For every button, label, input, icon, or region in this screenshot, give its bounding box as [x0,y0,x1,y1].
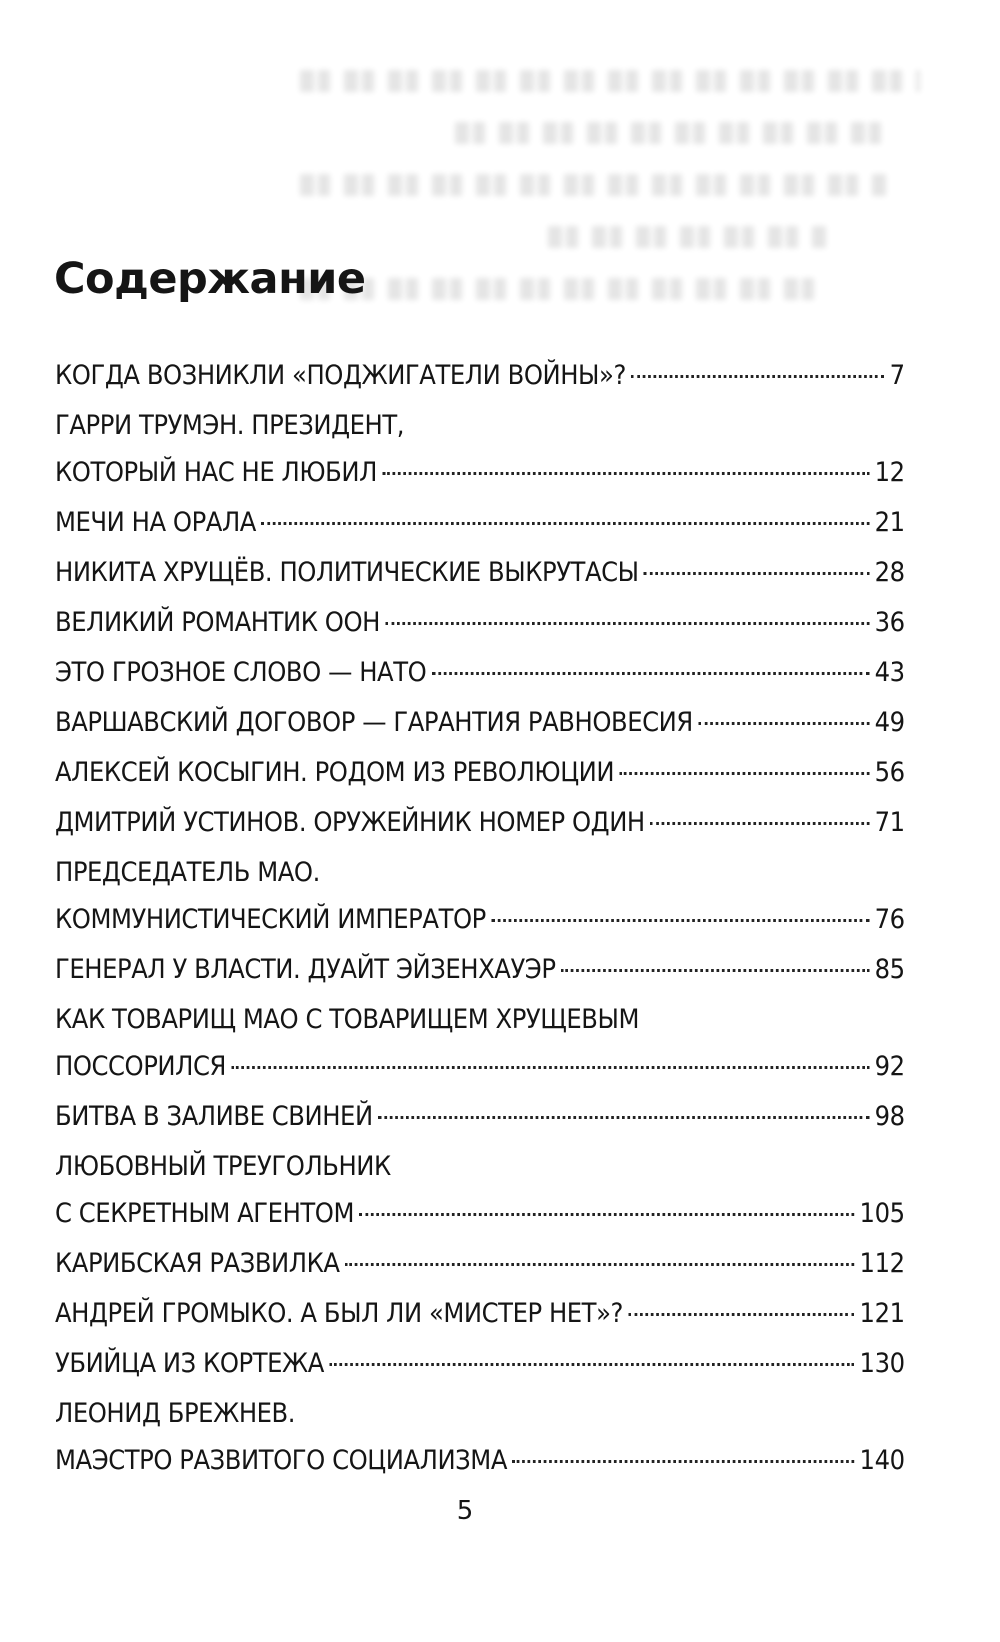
toc-entry [55,507,905,539]
toc-line [55,1198,905,1230]
toc-line [55,757,905,789]
toc-entry-title: УБИЙЦА ИЗ КОРТЕЖА [55,1348,324,1379]
toc-entry [55,1004,905,1083]
toc-page-number: 121 [859,1298,905,1329]
toc-line [55,857,905,889]
toc-entry [55,1101,905,1133]
toc-line [55,904,905,936]
toc-entry-title: ПОССОРИЛСЯ [55,1051,226,1082]
toc-line [55,507,905,539]
dot-leader [650,822,869,825]
toc-line [55,360,905,392]
toc-page-number: 98 [874,1101,905,1132]
toc-entry-title: ГЕНЕРАЛ У ВЛАСТИ. ДУАЙТ ЭЙЗЕНХАУЭР [55,954,556,985]
toc-line [55,1151,905,1183]
dot-leader [644,572,869,575]
toc-entry-title: КОТОРЫЙ НАС НЕ ЛЮБИЛ [55,457,377,488]
toc-entry [55,757,905,789]
toc-page-number: 43 [874,657,905,688]
toc-entry [55,857,905,936]
toc-page-number: 92 [874,1051,905,1082]
toc-line [55,1004,905,1036]
toc-entry [55,557,905,589]
toc-entry-title: КОГДА ВОЗНИКЛИ «ПОДЖИГАТЕЛИ ВОЙНЫ»? [55,360,626,391]
toc-line [55,1248,905,1280]
toc-entry-title: ЭТО ГРОЗНОЕ СЛОВО — НАТО [55,657,427,688]
toc-entry-title: КОММУНИСТИЧЕСКИЙ ИМПЕРАТОР [55,904,486,935]
toc-page-number: 130 [859,1348,905,1379]
page-number: 5 [456,1496,474,1526]
dot-leader [382,472,869,475]
toc-entry [55,707,905,739]
toc-line [55,1101,905,1133]
dot-leader [261,522,869,525]
toc-entry [55,954,905,986]
toc-entry-title: МЕЧИ НА ОРАЛА [55,507,256,538]
toc-line [55,657,905,689]
toc-entry-title: КАРИБСКАЯ РАЗВИЛКА [55,1248,340,1279]
toc-page-number: 36 [874,607,905,638]
dot-leader [698,722,869,725]
bleed-through-text [300,70,920,370]
toc-page-number: 105 [859,1198,905,1229]
toc-page-number: 12 [874,457,905,488]
dot-leader [231,1066,869,1069]
toc-page-number: 140 [859,1445,905,1476]
dot-leader [619,772,869,775]
toc-entry-title: МАЭСТРО РАЗВИТОГО СОЦИАЛИЗМА [55,1445,507,1476]
dot-leader [561,969,869,972]
toc-entry [55,1398,905,1477]
dot-leader [359,1213,854,1216]
toc-entry [55,657,905,689]
toc-line [55,954,905,986]
toc-entry [55,1298,905,1330]
toc-entry-title: С СЕКРЕТНЫМ АГЕНТОМ [55,1198,354,1229]
page-title: Содержание [54,254,366,304]
toc-page-number: 7 [889,360,905,391]
toc-page-number: 21 [874,507,905,538]
toc-entry-title: ЛЕОНИД БРЕЖНЕВ. [55,1398,296,1429]
toc-entry-title: АНДРЕЙ ГРОМЫКО. А БЫЛ ЛИ «МИСТЕР НЕТ»? [55,1298,623,1329]
toc-page-number: 85 [874,954,905,985]
toc-line [55,1298,905,1330]
toc-entry-title: ДМИТРИЙ УСТИНОВ. ОРУЖЕЙНИК НОМЕР ОДИН [55,807,645,838]
toc-entry-title: НИКИТА ХРУЩЁВ. ПОЛИТИЧЕСКИЕ ВЫКРУТАСЫ [55,557,639,588]
dot-leader [345,1263,854,1266]
toc-line [55,457,905,489]
toc-page-number: 76 [874,904,905,935]
dot-leader [491,919,869,922]
toc-entry-title: ГАРРИ ТРУМЭН. ПРЕЗИДЕНТ, [55,410,405,441]
toc-line [55,557,905,589]
dot-leader [385,622,869,625]
dot-leader [512,1460,854,1463]
toc-page-number: 56 [874,757,905,788]
toc-entry [55,1151,905,1230]
dot-leader [631,375,884,378]
toc-line [55,1445,905,1477]
toc-entry-title: ВЕЛИКИЙ РОМАНТИК ООН [55,607,380,638]
toc-entry-title: КАК ТОВАРИЩ МАО С ТОВАРИЩЕМ ХРУЩЕВЫМ [55,1004,640,1035]
dot-leader [432,672,869,675]
toc-entry-title: ПРЕДСЕДАТЕЛЬ МАО. [55,857,320,888]
toc-line [55,410,905,442]
toc-entry [55,1348,905,1380]
toc-entry [55,360,905,392]
toc-page-number: 112 [859,1248,905,1279]
toc-entry [55,607,905,639]
toc-line [55,807,905,839]
toc-page-number: 49 [874,707,905,738]
dot-leader [329,1363,854,1366]
toc-entry [55,807,905,839]
toc-line [55,1398,905,1430]
toc-entry-title: ЛЮБОВНЫЙ ТРЕУГОЛЬНИК [55,1151,391,1182]
toc-entry-title: АЛЕКСЕЙ КОСЫГИН. РОДОМ ИЗ РЕВОЛЮЦИИ [55,757,615,788]
toc-line [55,707,905,739]
toc-line [55,1348,905,1380]
toc-entry-title: ВАРШАВСКИЙ ДОГОВОР — ГАРАНТИЯ РАВНОВЕСИЯ [55,707,693,738]
table-of-contents [55,360,905,1495]
toc-entry [55,1248,905,1280]
toc-page-number: 71 [874,807,905,838]
toc-page-number: 28 [874,557,905,588]
toc-entry [55,410,905,489]
toc-line [55,607,905,639]
dot-leader [628,1313,854,1316]
dot-leader [378,1116,869,1119]
toc-entry-title: БИТВА В ЗАЛИВЕ СВИНЕЙ [55,1101,373,1132]
toc-line [55,1051,905,1083]
